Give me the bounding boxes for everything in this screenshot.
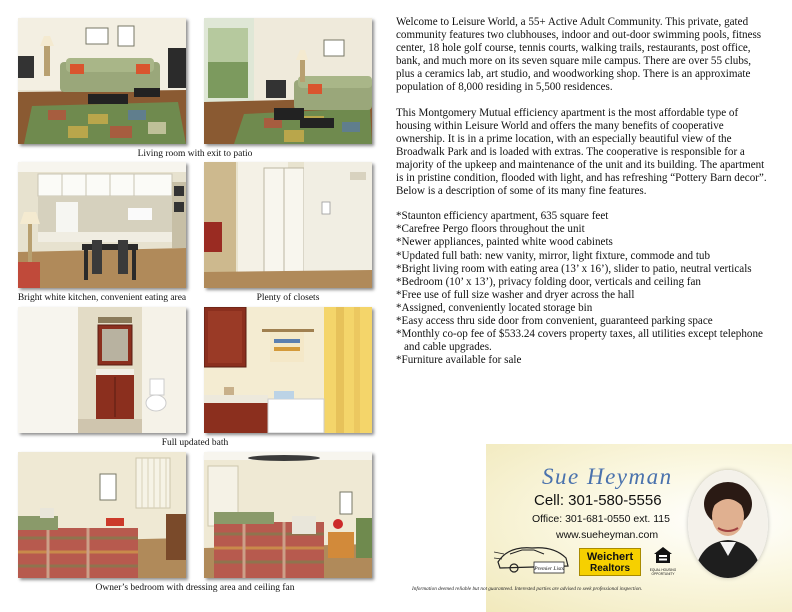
photo-living-room-1 xyxy=(18,18,186,144)
caption-kitchen: Bright white kitchen, convenient eating area xyxy=(17,293,187,303)
feature-item: *Assigned, conveniently located storage bin xyxy=(396,301,593,314)
photo-bath-tub xyxy=(204,307,372,433)
agent-office-phone: Office: 301-681-0550 ext. 115 xyxy=(532,513,670,525)
feature-item: *Furniture available for sale xyxy=(396,354,522,367)
weichert-line2: Realtors xyxy=(589,563,630,574)
photo-living-room-2 xyxy=(204,18,372,144)
photo-bedroom-1 xyxy=(18,452,186,578)
feature-item: *Easy access thru side door from convenient, guaranteed parking space xyxy=(396,314,713,327)
agent-name: Sue Heyman xyxy=(542,464,673,489)
agent-website-link[interactable]: www.sueheyman.com xyxy=(556,529,659,541)
feature-item: *Updated full bath: new vanity, mirror, light fixture, commode and tub xyxy=(396,249,711,262)
caption-closets: Plenty of closets xyxy=(256,293,320,303)
equal-housing-line2: OPPORTUNITY xyxy=(651,571,675,576)
agent-cell-phone: Cell: 301-580-5556 xyxy=(534,492,662,509)
feature-item: *Free use of full size washer and dryer across the hall xyxy=(396,288,635,301)
photo-bedroom-2 xyxy=(204,452,372,578)
intro-paragraph: Welcome to Leisure World, a 55+ Active Adult Community. This private, gated community features two clubhouses, indoor and out-door swimming pools, fitness center, 18 hole golf course, tennis courts, walking trails, restaurants, post office, bank, and much more on its seven square mile campus. There are over 55 clubs, plus a ceramics lab, art studio, and woodworking shop. There is an approximate population of 8,000 residing in 5,500 residences. xyxy=(396,16,762,94)
equal-housing-line1: EQUAL HOUSING xyxy=(649,568,677,572)
caption-bath: Full updated bath xyxy=(161,438,229,448)
photo-kitchen xyxy=(18,162,186,288)
photo-bath-vanity xyxy=(18,307,186,433)
feature-item: *Bedroom (10’ x 13’), privacy folding door, verticals and ceiling fan xyxy=(396,275,701,288)
equal-housing-logo xyxy=(646,546,680,578)
feature-item: *Carefree Pergo floors throughout the unit xyxy=(396,223,585,236)
feature-item: *Monthly co-op fee of $533.24 covers property taxes, all utilities except telephone and cable upgrades. xyxy=(396,328,763,354)
feature-item: *Newer appliances, painted white wood cabinets xyxy=(396,236,613,249)
description-paragraph: This Montgomery Mutual efficiency apartment is the most affordable type of housing within Leisure World and offers the many benefits of cooperative ownership. It is in a prime location, with an especially beautiful view of the Broadwalk Park and is loaded with extras. The cooperative is responsible for a majority of the upkeep and maintenance of the unit and its building. The apartment is in pristine condition, flooded with light, and has refreshing “Pottery Barn decor”. Below is a description of some of its many fine features. xyxy=(396,106,767,198)
caption-bedroom: Owner’s bedroom with dressing area and ceiling fan xyxy=(95,583,295,593)
disclaimer: Information deemed reliable but not guaranteed. Interested parties are advised to seek professional inspection. xyxy=(412,586,643,592)
agent-portrait xyxy=(688,470,768,578)
equal-housing-icon xyxy=(653,546,673,564)
weichert-line1: Weichert xyxy=(586,551,634,563)
weichert-realtors-logo xyxy=(579,548,641,576)
premier-lists-text: Premier Lists xyxy=(534,566,564,572)
feature-item: *Bright living room with eating area (13’ x 16’), slider to patio, neutral verticals xyxy=(396,262,752,275)
feature-list xyxy=(396,210,768,367)
feature-item: *Staunton efficiency apartment, 635 square feet xyxy=(396,210,609,223)
premier-lists-logo xyxy=(494,540,572,576)
listing-text xyxy=(396,16,768,367)
caption-living-room: Living room with exit to patio xyxy=(137,149,253,159)
photo-closets xyxy=(204,162,372,288)
